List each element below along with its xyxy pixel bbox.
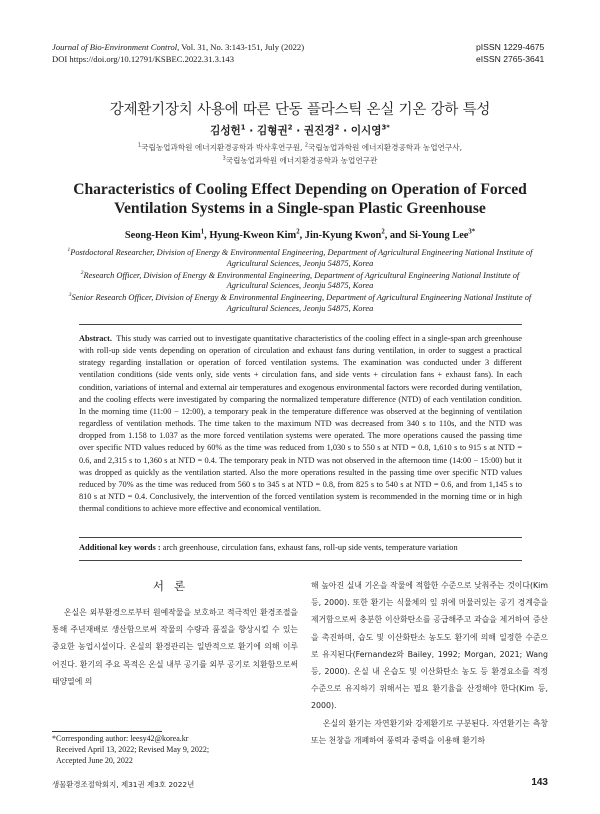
affiliation-en-sup: 3	[68, 292, 72, 299]
korean-authors	[0, 123, 600, 138]
author-en-name: Seong-Heon Kim	[124, 230, 201, 241]
english-affiliations	[64, 248, 536, 316]
affiliation-en-text: Research Officer, Division of Energy & Environmental Engineering, Department of Agricultural Engineering National Institute of Agricultural Sciences, Jeonju 54875, Korea	[83, 270, 520, 290]
aff-ko-2: 국립농업과학원 에너지환경공학과 농업연구사,	[308, 143, 462, 152]
body-right-column	[311, 577, 548, 749]
keywords	[79, 543, 522, 552]
korean-title: 강제환기장치 사용에 따른 단동 플라스틱 온실 기온 강하 특성	[109, 102, 491, 118]
body-left-column	[52, 604, 298, 690]
keywords-bottom-rule	[79, 560, 522, 561]
intro-paragraph-1-continued: 해 높아진 실내 기온을 작물에 적합한 수준으로 낮춰주는 것이다(Kim 등, 2000). 또한 환기는 식물체의 잎 위에 머물러있는 공기 경계층을 제거함으로써 충분한 이산화탄소를 공급해주고 과습을 제거하여 증산을 촉진하며, 습도 및 이산화탄소 농도도 환기에 의해 일정한 수준으로 유지된다(Fernandez와 Bailey, 1992; Morgan, 2021; Wang 등, 2000). 온실 내 온습도 및 이산화탄소 농도 등 환경요소를 적정 수준으로 유지하기 위해서는 필요 환기율을 산정해야 한다(Kim 등, 2000).	[311, 581, 548, 711]
intro-paragraph-1: 온실은 외부환경으로부터 원예작물을 보호하고 적극적인 환경조절을 통해 주년재배로 생산함으로써 작물의 수량과 품질을 향상시킬 수 있는 중요한 농업시설이다. 온실의 환경관리는 일반적으로 환기에 의해 이루어진다. 환기의 주요 목적은 온실 내부 공기를 외부 공기로 치환함으로써 태양열에 의	[52, 608, 298, 686]
affiliation-en	[64, 271, 536, 292]
affiliation-en	[64, 248, 536, 269]
affiliation-en-sup: 1	[67, 247, 71, 254]
author-en-sup: 2	[296, 228, 300, 236]
journal-citation	[52, 41, 304, 53]
footnote	[52, 733, 209, 766]
aff-ko-1: 국립농업과학원 에너지환경공학과 박사후연구원,	[141, 143, 305, 152]
affiliation-en-text: Postdoctoral Researcher, Division of Energy & Environmental Engineering, Department of Agricultural Engineering National Institute of Agricultural Sciences, Jeonju 54875, Korea	[70, 248, 533, 268]
accepted-date: Accepted June 20, 2022	[56, 756, 133, 765]
keywords-label: Additional key words :	[79, 543, 161, 552]
author-ko-sup: 3*	[381, 123, 390, 132]
author-ko-separator: ·	[292, 125, 304, 137]
author-en-sup: 3*	[468, 228, 476, 236]
author-ko-name: 이시영	[350, 125, 382, 137]
section-title-introduction: 서론	[152, 579, 196, 593]
author-en-name: Si-Young Lee	[409, 230, 469, 241]
abstract-label: Abstract.	[79, 334, 112, 343]
aff-ko-sup: 3	[222, 155, 226, 162]
author-ko-sup: 2	[334, 123, 340, 132]
abstract-top-rule	[79, 324, 522, 325]
english-authors	[0, 230, 600, 241]
english-title	[0, 180, 600, 218]
aff-ko-3: 국립농업과학원 에너지환경공학과 농업연구관	[225, 156, 378, 165]
page-number: 143	[531, 777, 548, 788]
author-ko-sup: 2	[287, 123, 293, 132]
english-title-line1: Characteristics of Cooling Effect Depending on Operation of Forced	[73, 181, 527, 198]
eissn-text: eISSN 2765-3641	[476, 54, 545, 64]
author-ko-name: 김형권	[257, 125, 288, 137]
journal-volume: , Vol. 31, No. 3:143-151, July (2022)	[177, 42, 305, 52]
intro-paragraph-2: 온실의 환기는 자연환기와 강제환기로 구분된다. 자연환기는 측창 또는 천창을 개폐하여 풍력과 중력을 이용해 환기하	[311, 718, 548, 745]
affiliation-en-sup: 2	[80, 269, 84, 276]
abstract	[79, 333, 522, 515]
author-ko-name: 김성헌	[210, 125, 241, 137]
aff-ko-sup: 1	[138, 142, 142, 149]
author-en-sup: 2	[381, 228, 385, 236]
pissn-text: pISSN 1229-4675	[476, 42, 545, 52]
author-en-sup: 1	[200, 228, 205, 236]
author-en-separator: ,	[299, 230, 305, 241]
received-dates: Received April 13, 2022; Revised May 9, 2022;	[56, 745, 210, 754]
issn-block	[476, 41, 548, 65]
author-en-separator: , and	[384, 230, 410, 241]
journal-header	[52, 41, 304, 65]
korean-affiliations	[0, 141, 600, 167]
author-en-name: Hyung-Kweon Kim	[209, 230, 297, 241]
affiliation-en-text: Senior Research Officer, Division of Energy & Environmental Engineering, Department of Agricultural Engineering National Institute of Agricultural Sciences, Jeonju 54875, Korea	[71, 293, 532, 313]
author-ko-name: 권진경	[303, 125, 335, 137]
abstract-text: This study was carried out to investigate quantitative characteristics of the cooling effect in a single-span arch greenhouse with roll-up side vents depending on operation of circulation and exhaust fans during ventilation, in order to suggest a practical strategy regarding installation or operation of forced ventilation systems. The examination was conducted under 3 different ventilation conditions (side vents only, side vents + circulation fans, and side vents + circulation fans + exhaust fans). In each condition, variations of internal and external air temperatures and exogenous environmental factors were recorded during ventilation, and the cooling effects were investigated by comparing the normalized temperature difference (NTD) of each ventilation condition. In the morning time (11:00 − 12:00), a temporary peak in the temperature difference was observed at the beginning of ventilation regardless of ventilation methods. The time taken to the maximum NTD was decreased from 340 s to 110s, and the NTD was dropped from 1.158 to 1.037 as the more forced ventilation systems were operated. The more operations caused the passing time over specific NTD values reduced by 60% as the time was reduced from 1,030 s to 550 s at NTD = 0.8, 1,610 s to 915 s at NTD = 0.6, and 2,315 s to 1,360 s at NTD = 0.4. The temporary peak in NTD was not observed in the afternoon time (14:00 − 15:00) but it was dropped as quickly as the ventilation started. Also the more operations resulted in the passing time over specific NTD values reduced by 70% as the time was reduced from 560 s to 345 s at NTD = 0.8, from 825 s to 540 s at NTD = 0.6, and from 1,145 s to 810 s at NTD = 0.4. Conclusively, the intervention of the forced ventilation system is recommended in the morning time or in high thermal conditions to achieve more effective and economical ventilation.	[79, 334, 522, 514]
affiliation-en	[64, 293, 536, 314]
author-ko-sup: 1	[240, 123, 246, 132]
abstract-bottom-rule	[79, 537, 522, 538]
author-en-name: Jin-Kyung Kwon	[304, 230, 382, 241]
journal-name: Journal of Bio-Environment Control	[52, 42, 178, 52]
author-en-separator: ,	[204, 230, 210, 241]
footnote-rule	[52, 731, 162, 732]
aff-ko-sup: 2	[304, 142, 309, 149]
english-title-line2: Ventilation Systems in a Single-span Plastic Greenhouse	[114, 200, 486, 217]
doi-text: DOI https://doi.org/10.12791/KSBEC.2022.31.3.143	[52, 54, 234, 64]
author-ko-separator: ·	[245, 125, 257, 137]
author-ko-separator: ·	[339, 125, 351, 137]
keywords-text: arch greenhouse, circulation fans, exhaust fans, roll-up side vents, temperature variation	[160, 543, 458, 552]
corresponding-author: *Corresponding author: leesy42@korea.kr	[52, 734, 189, 743]
footer-journal: 생물환경조절학회지, 제31권 제3호 2022년	[52, 780, 195, 789]
